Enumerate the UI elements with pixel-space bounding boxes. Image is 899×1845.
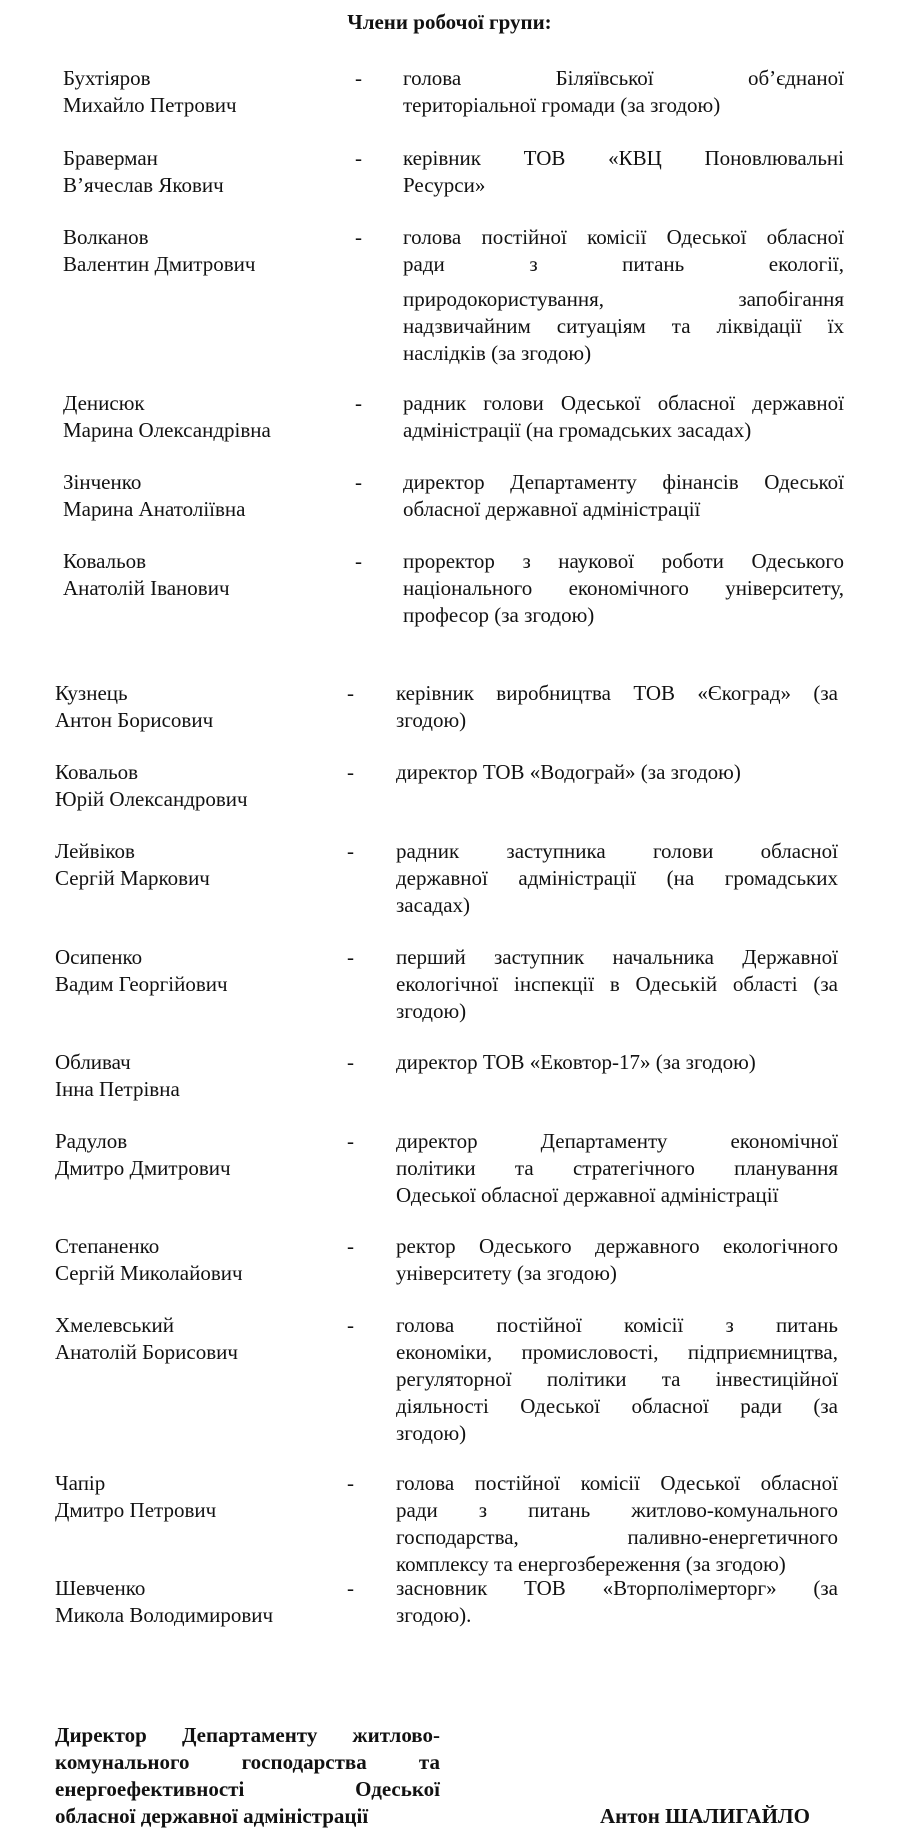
member-role-line: згодою) — [396, 708, 467, 732]
member-role-line: діяльності Одеської обласної ради (за — [396, 1394, 838, 1418]
member-role — [396, 1312, 838, 1447]
member-role — [396, 1049, 838, 1076]
member-given-name: Вадим Георгійович — [55, 972, 228, 996]
member-role-line: директор Департаменту економічної — [396, 1129, 838, 1153]
member-role-line: ради з питань житлово-комунального — [396, 1498, 838, 1522]
member-surname: Зінченко — [63, 470, 142, 494]
page-title: Члени робочої групи: — [347, 10, 552, 34]
member-name — [55, 1049, 345, 1103]
member-role-line: національного економічного університету, — [403, 576, 844, 600]
member-surname: Ковальов — [63, 549, 147, 573]
member-role-line: професор (за згодою) — [403, 603, 595, 627]
member-name — [55, 1312, 345, 1366]
member-name — [63, 548, 353, 602]
member-role — [396, 1233, 838, 1287]
member-name — [63, 390, 353, 444]
member-surname: Браверман — [63, 146, 158, 170]
member-name — [55, 1233, 345, 1287]
member-surname: Ковальов — [55, 760, 139, 784]
member-role-line: екологічної інспекції в Одеській області (за — [396, 972, 838, 996]
member-surname: Хмелевський — [55, 1313, 174, 1337]
member-role-line: ради з питань екології, — [403, 252, 844, 276]
member-surname: Степаненко — [55, 1234, 160, 1258]
member-given-name: Валентин Дмитрович — [63, 252, 256, 276]
member-given-name: Дмитро Петрович — [55, 1498, 217, 1522]
member-given-name: Михайло Петрович — [63, 93, 237, 117]
member-role-line: університету (за згодою) — [396, 1261, 617, 1285]
dash-separator: - — [347, 1471, 354, 1495]
member-given-name: Анатолій Борисович — [55, 1340, 238, 1364]
member-surname: Осипенко — [55, 945, 143, 969]
member-role — [396, 1128, 838, 1209]
member-role-line: радник заступника голови обласної — [396, 839, 838, 863]
member-given-name: Інна Петрівна — [55, 1077, 180, 1101]
member-role — [403, 224, 844, 367]
dash-separator: - — [355, 66, 362, 90]
member-role — [396, 944, 838, 1025]
member-role-line: державної адміністрації (на громадських — [396, 866, 838, 890]
member-role-line: директор ТОВ «Водограй» (за згодою) — [396, 760, 741, 784]
dash-separator: - — [347, 1129, 354, 1153]
member-name — [63, 224, 353, 278]
member-surname: Денисюк — [63, 391, 145, 415]
member-role — [396, 759, 838, 786]
dash-separator: - — [355, 146, 362, 170]
member-role-line: згодою). — [396, 1603, 472, 1627]
member-role — [403, 548, 844, 629]
member-given-name: Марина Анатоліївна — [63, 497, 246, 521]
member-given-name: Юрій Олександрович — [55, 787, 248, 811]
member-role-line: директор Департаменту фінансів Одеської — [403, 470, 844, 494]
member-role-line: засновник ТОВ «Вторполімерторг» (за — [396, 1576, 838, 1600]
member-role-line: голова Біляївської об’єднаної — [403, 66, 844, 90]
member-name — [55, 944, 345, 998]
member-role-line: адміністрації (на громадських засадах) — [403, 418, 752, 442]
member-role-line: політики та стратегічного планування — [396, 1156, 838, 1180]
signature-position-line: енергоефективності Одеської — [55, 1777, 440, 1801]
member-given-name: В’ячеслав Якович — [63, 173, 224, 197]
member-surname: Волканов — [63, 225, 149, 249]
member-role-line: згодою) — [396, 999, 467, 1023]
signature-position — [55, 1722, 440, 1830]
dash-separator: - — [355, 470, 362, 494]
dash-separator: - — [347, 839, 354, 863]
member-role-line: територіальної громади (за згодою) — [403, 93, 721, 117]
member-given-name: Дмитро Дмитрович — [55, 1156, 231, 1180]
member-role — [396, 1470, 838, 1578]
member-surname: Кузнець — [55, 681, 128, 705]
member-surname: Бухтіяров — [63, 66, 151, 90]
member-surname: Радулов — [55, 1129, 128, 1153]
dash-separator: - — [347, 1234, 354, 1258]
member-given-name: Сергій Миколайович — [55, 1261, 243, 1285]
member-role-line: природокористування, запобігання — [403, 287, 844, 311]
member-role-line: обласної державної адміністрації — [403, 497, 701, 521]
member-surname: Обливач — [55, 1050, 131, 1074]
member-role-line: ректор Одеського державного екологічного — [396, 1234, 838, 1258]
signature-position-line: Директор Департаменту житлово- — [55, 1723, 440, 1747]
member-role-line: наслідків (за згодою) — [403, 341, 592, 365]
member-name — [55, 1128, 345, 1182]
member-role-line: економіки, промисловості, підприємництва, — [396, 1340, 838, 1364]
member-role-line: перший заступник начальника Державної — [396, 945, 838, 969]
member-role-line: Одеської обласної державної адміністрації — [396, 1183, 779, 1207]
member-role — [403, 65, 844, 119]
member-role-line: керівник ТОВ «КВЦ Поновлювальні — [403, 146, 844, 170]
dash-separator: - — [355, 225, 362, 249]
member-given-name: Микола Володимирович — [55, 1603, 274, 1627]
member-role — [403, 145, 844, 199]
dash-separator: - — [347, 1050, 354, 1074]
member-given-name: Анатолій Іванович — [63, 576, 230, 600]
member-role-line: комплексу та енергозбереження (за згодою) — [396, 1552, 786, 1576]
member-role-line: засадах) — [396, 893, 471, 917]
dash-separator: - — [347, 1313, 354, 1337]
member-role-line: директор ТОВ «Ековтор-17» (за згодою) — [396, 1050, 756, 1074]
signer-name: Антон ШАЛИГАЙЛО — [600, 1804, 810, 1828]
member-name — [63, 145, 353, 199]
member-role-line: Ресурси» — [403, 173, 486, 197]
dash-separator: - — [347, 945, 354, 969]
member-surname: Чапір — [55, 1471, 106, 1495]
member-role — [396, 680, 838, 734]
dash-separator: - — [347, 1576, 354, 1600]
dash-separator: - — [347, 681, 354, 705]
member-surname: Шевченко — [55, 1576, 146, 1600]
member-name — [55, 1575, 345, 1629]
member-role-line: проректор з наукової роботи Одеського — [403, 549, 844, 573]
member-given-name: Марина Олександрівна — [63, 418, 271, 442]
member-role — [403, 390, 844, 444]
member-role-line: господарства, паливно-енергетичного — [396, 1525, 838, 1549]
member-role-line: голова постійної комісії Одеської обласної — [403, 225, 844, 249]
dash-separator: - — [355, 391, 362, 415]
member-role-line: радник голови Одеської обласної державної — [403, 391, 844, 415]
member-role-line: згодою) — [396, 1421, 467, 1445]
member-role — [396, 1575, 838, 1629]
dash-separator: - — [355, 549, 362, 573]
member-surname: Лейвіков — [55, 839, 135, 863]
member-name — [55, 759, 345, 813]
signature-position-line: обласної державної адміністрації — [55, 1804, 369, 1828]
member-role-line: керівник виробництва ТОВ «Єкоград» (за — [396, 681, 838, 705]
signature-position-line: комунального господарства та — [55, 1750, 440, 1774]
member-role-line: регуляторної політики та інвестиційної — [396, 1367, 838, 1391]
member-role — [403, 469, 844, 523]
member-role-line: голова постійної комісії Одеської обласної — [396, 1471, 838, 1495]
member-given-name: Антон Борисович — [55, 708, 214, 732]
member-name — [63, 65, 353, 119]
member-role — [396, 838, 838, 919]
member-name — [55, 680, 345, 734]
member-name — [55, 1470, 345, 1524]
member-name — [63, 469, 353, 523]
member-role-line: надзвичайним ситуаціям та ліквідації їх — [403, 314, 844, 338]
member-given-name: Сергій Маркович — [55, 866, 210, 890]
dash-separator: - — [347, 760, 354, 784]
member-role-line: голова постійної комісії з питань — [396, 1313, 838, 1337]
member-name — [55, 838, 345, 892]
